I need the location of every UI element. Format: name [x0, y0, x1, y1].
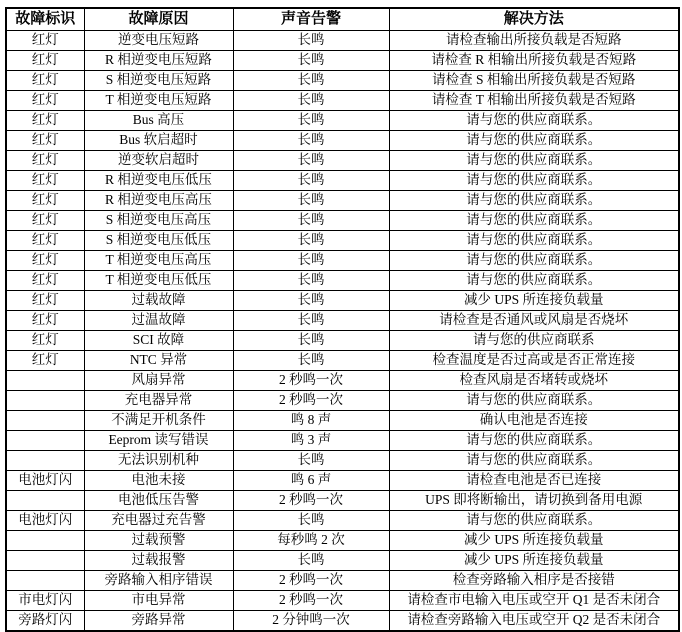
table-row: [6, 551, 679, 571]
fault-cause-cell: 电池未接: [84, 471, 233, 491]
sound-alarm-cell: 每秒鸣 2 次: [233, 531, 389, 551]
sound-alarm-cell: 长鸣: [233, 251, 389, 271]
fault-indicator-cell: 红灯: [6, 291, 84, 311]
solution-cell: 请检查是否通风或风扇是否烧坏: [389, 311, 679, 331]
solution-cell: 请与您的供应商联系。: [389, 231, 679, 251]
sound-alarm-cell: 长鸣: [233, 291, 389, 311]
fault-cause-cell: S 相逆变电压短路: [84, 71, 233, 91]
solution-cell: 请与您的供应商联系。: [389, 131, 679, 151]
solution-cell: 请与您的供应商联系。: [389, 431, 679, 451]
solution-cell: 请与您的供应商联系。: [389, 191, 679, 211]
solution-cell: 请检查 S 相输出所接负载是否短路: [389, 71, 679, 91]
fault-indicator-cell: [6, 391, 84, 411]
table-row: [6, 391, 679, 411]
solution-cell: 减少 UPS 所连接负载量: [389, 551, 679, 571]
fault-cause-cell: S 相逆变电压高压: [84, 211, 233, 231]
table-row: [6, 291, 679, 311]
fault-table-body: [6, 31, 679, 632]
solution-cell: UPS 即将断输出，请切换到备用电源: [389, 491, 679, 511]
fault-cause-cell: 不满足开机条件: [84, 411, 233, 431]
solution-cell: 确认电池是否连接: [389, 411, 679, 431]
fault-cause-cell: SCI 故障: [84, 331, 233, 351]
header-fault-indicator: 故障标识: [6, 8, 84, 31]
table-row: [6, 431, 679, 451]
fault-indicator-cell: [6, 531, 84, 551]
solution-cell: 请检查 T 相输出所接负载是否短路: [389, 91, 679, 111]
fault-cause-cell: T 相逆变电压低压: [84, 271, 233, 291]
solution-cell: 请检查输出所接负载是否短路: [389, 31, 679, 51]
fault-indicator-cell: [6, 451, 84, 471]
sound-alarm-cell: 长鸣: [233, 551, 389, 571]
table-row: [6, 131, 679, 151]
solution-cell: 请与您的供应商联系。: [389, 451, 679, 471]
fault-indicator-cell: 红灯: [6, 191, 84, 211]
fault-cause-cell: R 相逆变电压高压: [84, 191, 233, 211]
fault-table: [5, 7, 680, 632]
fault-indicator-cell: [6, 491, 84, 511]
fault-cause-cell: Bus 软启超时: [84, 131, 233, 151]
sound-alarm-cell: 长鸣: [233, 311, 389, 331]
table-row: [6, 51, 679, 71]
solution-cell: 请与您的供应商联系。: [389, 511, 679, 531]
fault-indicator-cell: 红灯: [6, 231, 84, 251]
fault-indicator-cell: [6, 571, 84, 591]
table-row: [6, 471, 679, 491]
sound-alarm-cell: 长鸣: [233, 31, 389, 51]
table-row: [6, 491, 679, 511]
solution-cell: 请与您的供应商联系。: [389, 151, 679, 171]
fault-indicator-cell: 红灯: [6, 151, 84, 171]
solution-cell: 请检查市电输入电压或空开 Q1 是否未闭合: [389, 591, 679, 611]
solution-cell: 请与您的供应商联系。: [389, 111, 679, 131]
table-row: [6, 511, 679, 531]
sound-alarm-cell: 长鸣: [233, 191, 389, 211]
solution-cell: 请与您的供应商联系。: [389, 391, 679, 411]
header-row: [6, 8, 679, 31]
table-row: [6, 171, 679, 191]
fault-indicator-cell: 红灯: [6, 171, 84, 191]
table-row: [6, 531, 679, 551]
table-row: [6, 31, 679, 51]
sound-alarm-cell: 长鸣: [233, 71, 389, 91]
table-row: [6, 351, 679, 371]
fault-indicator-cell: 红灯: [6, 251, 84, 271]
sound-alarm-cell: 鸣 3 声: [233, 431, 389, 451]
table-row: [6, 591, 679, 611]
solution-cell: 请与您的供应商联系。: [389, 251, 679, 271]
fault-indicator-cell: 红灯: [6, 131, 84, 151]
sound-alarm-cell: 鸣 8 声: [233, 411, 389, 431]
solution-cell: 减少 UPS 所连接负载量: [389, 291, 679, 311]
table-row: [6, 191, 679, 211]
table-row: [6, 331, 679, 351]
sound-alarm-cell: 长鸣: [233, 111, 389, 131]
fault-cause-cell: 过温故障: [84, 311, 233, 331]
fault-indicator-cell: [6, 371, 84, 391]
fault-cause-cell: R 相逆变电压短路: [84, 51, 233, 71]
fault-indicator-cell: 红灯: [6, 311, 84, 331]
sound-alarm-cell: 长鸣: [233, 171, 389, 191]
table-row: [6, 71, 679, 91]
sound-alarm-cell: 2 秒鸣一次: [233, 371, 389, 391]
fault-cause-cell: 过载报警: [84, 551, 233, 571]
fault-cause-cell: 充电器过充告警: [84, 511, 233, 531]
sound-alarm-cell: 2 分钟鸣一次: [233, 611, 389, 632]
table-row: [6, 231, 679, 251]
fault-cause-cell: 旁路异常: [84, 611, 233, 632]
fault-cause-cell: 电池低压告警: [84, 491, 233, 511]
fault-indicator-cell: [6, 551, 84, 571]
table-row: [6, 111, 679, 131]
header-sound-alarm: 声音告警: [233, 8, 389, 31]
sound-alarm-cell: 鸣 6 声: [233, 471, 389, 491]
table-row: [6, 371, 679, 391]
sound-alarm-cell: 2 秒鸣一次: [233, 591, 389, 611]
fault-cause-cell: 过载预警: [84, 531, 233, 551]
solution-cell: 请与您的供应商联系。: [389, 171, 679, 191]
solution-cell: 请检查电池是否已连接: [389, 471, 679, 491]
sound-alarm-cell: 长鸣: [233, 271, 389, 291]
fault-indicator-cell: 红灯: [6, 71, 84, 91]
sound-alarm-cell: 长鸣: [233, 331, 389, 351]
solution-cell: 检查风扇是否堵转或烧坏: [389, 371, 679, 391]
sound-alarm-cell: 2 秒鸣一次: [233, 391, 389, 411]
fault-indicator-cell: 旁路灯闪: [6, 611, 84, 632]
table-row: [6, 311, 679, 331]
fault-indicator-cell: 红灯: [6, 111, 84, 131]
table-row: [6, 611, 679, 632]
fault-indicator-cell: 红灯: [6, 271, 84, 291]
solution-cell: 检查旁路输入相序是否接错: [389, 571, 679, 591]
fault-indicator-cell: 红灯: [6, 91, 84, 111]
fault-indicator-cell: 电池灯闪: [6, 511, 84, 531]
sound-alarm-cell: 长鸣: [233, 511, 389, 531]
fault-indicator-cell: 红灯: [6, 51, 84, 71]
sound-alarm-cell: 长鸣: [233, 151, 389, 171]
fault-cause-cell: 旁路输入相序错误: [84, 571, 233, 591]
table-row: [6, 451, 679, 471]
fault-cause-cell: T 相逆变电压短路: [84, 91, 233, 111]
sound-alarm-cell: 长鸣: [233, 231, 389, 251]
fault-cause-cell: T 相逆变电压高压: [84, 251, 233, 271]
table-row: [6, 271, 679, 291]
fault-cause-cell: 市电异常: [84, 591, 233, 611]
solution-cell: 检查温度是否过高或是否正常连接: [389, 351, 679, 371]
fault-cause-cell: 充电器异常: [84, 391, 233, 411]
solution-cell: 减少 UPS 所连接负载量: [389, 531, 679, 551]
fault-indicator-cell: 红灯: [6, 211, 84, 231]
fault-indicator-cell: 电池灯闪: [6, 471, 84, 491]
table-row: [6, 571, 679, 591]
fault-indicator-cell: 红灯: [6, 31, 84, 51]
sound-alarm-cell: 2 秒鸣一次: [233, 571, 389, 591]
header-fault-cause: 故障原因: [84, 8, 233, 31]
table-row: [6, 151, 679, 171]
sound-alarm-cell: 长鸣: [233, 211, 389, 231]
fault-indicator-cell: [6, 431, 84, 451]
table-row: [6, 211, 679, 231]
sound-alarm-cell: 长鸣: [233, 91, 389, 111]
fault-cause-cell: NTC 异常: [84, 351, 233, 371]
fault-cause-cell: Bus 高压: [84, 111, 233, 131]
fault-cause-cell: 风扇异常: [84, 371, 233, 391]
table-row: [6, 251, 679, 271]
sound-alarm-cell: 2 秒鸣一次: [233, 491, 389, 511]
solution-cell: 请检查 R 相输出所接负载是否短路: [389, 51, 679, 71]
fault-cause-cell: 逆变软启超时: [84, 151, 233, 171]
fault-cause-cell: S 相逆变电压低压: [84, 231, 233, 251]
sound-alarm-cell: 长鸣: [233, 451, 389, 471]
table-row: [6, 411, 679, 431]
fault-cause-cell: Eeprom 读写错误: [84, 431, 233, 451]
solution-cell: 请与您的供应商联系: [389, 331, 679, 351]
sound-alarm-cell: 长鸣: [233, 351, 389, 371]
sound-alarm-cell: 长鸣: [233, 51, 389, 71]
sound-alarm-cell: 长鸣: [233, 131, 389, 151]
fault-cause-cell: 过载故障: [84, 291, 233, 311]
fault-indicator-cell: 红灯: [6, 351, 84, 371]
table-row: [6, 91, 679, 111]
fault-indicator-cell: 市电灯闪: [6, 591, 84, 611]
fault-indicator-cell: 红灯: [6, 331, 84, 351]
solution-cell: 请检查旁路输入电压或空开 Q2 是否未闭合: [389, 611, 679, 632]
fault-indicator-cell: [6, 411, 84, 431]
fault-cause-cell: 逆变电压短路: [84, 31, 233, 51]
solution-cell: 请与您的供应商联系。: [389, 271, 679, 291]
fault-cause-cell: 无法识别机种: [84, 451, 233, 471]
fault-cause-cell: R 相逆变电压低压: [84, 171, 233, 191]
solution-cell: 请与您的供应商联系。: [389, 211, 679, 231]
header-solution: 解决方法: [389, 8, 679, 31]
